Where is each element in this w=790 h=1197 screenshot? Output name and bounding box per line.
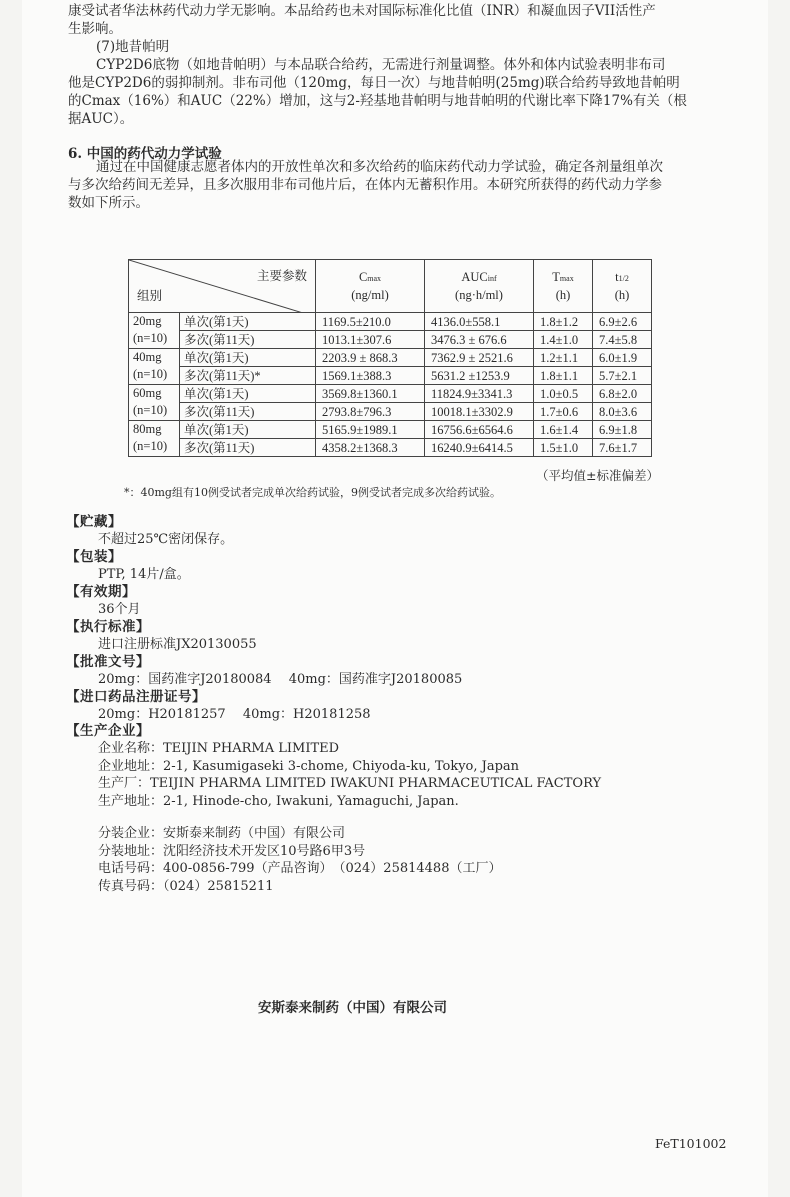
intro-line-1: 康受试者华法林药代动力学无影响。本品给药也未对国际标准化比值（INR）和凝血因子VII活性产 xyxy=(68,3,656,19)
manufacturer-line-1: 企业名称：TEIJIN PHARMA LIMITED xyxy=(98,741,340,756)
table-row xyxy=(129,403,652,421)
group-cell: 40mg (n=10) xyxy=(129,349,180,385)
table-row xyxy=(129,331,652,349)
header-main-params: 主要参数 xyxy=(256,269,307,283)
tmax-cell: 1.8±1.2 xyxy=(534,313,593,331)
manufacturer-line-4: 生产地址：2-1, Hinode-cho, Iwakuni, Yamaguchi, Japan. xyxy=(98,794,459,809)
thalf-cell: 6.9±1.8 xyxy=(593,421,652,439)
desipramine-line-1: CYP2D6底物（如地昔帕明）与本品联合给药，无需进行剂量调整。体外和体内试验表明非布司 xyxy=(96,57,666,73)
section-6-line-1: 通过在中国健康志愿者体内的开放性单次和多次给药的临床药代动力学试验，确定各剂量组单次 xyxy=(96,159,663,175)
packager-line-3: 电话号码：400-0856-799（产品咨询） （024）25814488（工厂） xyxy=(98,861,502,876)
auc-cell: 16240.9±6414.5 xyxy=(425,439,534,457)
pk-table-header xyxy=(129,260,652,313)
group-cell: 80mg (n=10) xyxy=(129,421,180,457)
regimen-cell: 多次(第11天)* xyxy=(180,367,316,385)
thalf-cell: 7.4±5.8 xyxy=(593,331,652,349)
auc-cell: 10018.1±3302.9 xyxy=(425,403,534,421)
thalf-cell: 6.0±1.9 xyxy=(593,349,652,367)
manufacturer-label: 【生产企业】 xyxy=(66,723,150,739)
expiry-label: 【有效期】 xyxy=(66,584,136,600)
pk-table xyxy=(128,259,652,457)
table-row xyxy=(129,313,652,331)
thalf-cell: 6.8±2.0 xyxy=(593,385,652,403)
table-note: （平均值±标准偏差） xyxy=(536,468,659,483)
section-6-line-3: 数如下所示。 xyxy=(68,195,149,211)
import-reg-value: 20mg：H20181257 40mg：H20181258 xyxy=(98,707,371,722)
tmax-cell: 1.2±1.1 xyxy=(534,349,593,367)
packager-line-4: 传真号码：（024）25815211 xyxy=(98,879,274,894)
cmax-cell: 1013.1±307.6 xyxy=(316,331,425,349)
package-value: PTP, 14片/盒。 xyxy=(98,567,190,582)
table-footnote: *：40mg组有10例受试者完成单次给药试验，9例受试者完成多次给药试验。 xyxy=(124,486,501,499)
thalf-cell: 6.9±2.6 xyxy=(593,313,652,331)
auc-cell: 5631.2 ±1253.9 xyxy=(425,367,534,385)
desipramine-line-4: 据AUC）。 xyxy=(68,111,134,127)
group-cell: 20mg (n=10) xyxy=(129,313,180,349)
cmax-cell: 5165.9±1989.1 xyxy=(316,421,425,439)
regimen-cell: 多次(第11天) xyxy=(180,403,316,421)
group-cell: 60mg (n=10) xyxy=(129,385,180,421)
desipramine-line-2: 他是CYP2D6的弱抑制剂。非布司他（120mg，每日一次）与地昔帕明(25mg)联合给药导致地昔帕明 xyxy=(68,75,680,91)
auc-cell: 16756.6±6564.6 xyxy=(425,421,534,439)
header-thalf: t1/2 (h) xyxy=(593,260,652,313)
tmax-cell: 1.8±1.1 xyxy=(534,367,593,385)
tmax-cell: 1.0±0.5 xyxy=(534,385,593,403)
auc-cell: 3476.3 ± 676.6 xyxy=(425,331,534,349)
approval-value: 20mg：国药准字J20180084 40mg：国药准字J20180085 xyxy=(98,672,463,687)
section-6-heading: 6. 中国的药代动力学试验 xyxy=(68,146,222,162)
table-row xyxy=(129,421,652,439)
regimen-cell: 单次(第1天) xyxy=(180,421,316,439)
packager-line-2: 分装地址：沈阳经济技术开发区10号路6甲3号 xyxy=(98,844,366,859)
company-footer: 安斯泰来制药（中国）有限公司 xyxy=(258,1000,447,1016)
header-cmax: Cmax (ng/ml) xyxy=(316,260,425,313)
import-reg-label: 【进口药品注册证号】 xyxy=(66,689,206,705)
header-group: 组别 xyxy=(137,289,163,303)
tmax-cell: 1.6±1.4 xyxy=(534,421,593,439)
expiry-value: 36个月 xyxy=(98,602,141,617)
cmax-cell: 1569.1±388.3 xyxy=(316,367,425,385)
regimen-cell: 单次(第1天) xyxy=(180,349,316,367)
storage-label: 【贮藏】 xyxy=(66,514,122,530)
thalf-cell: 7.6±1.7 xyxy=(593,439,652,457)
header-diagonal-cell xyxy=(129,260,316,313)
regimen-cell: 单次(第1天) xyxy=(180,385,316,403)
manufacturer-line-3: 生产厂：TEIJIN PHARMA LIMITED IWAKUNI PHARMACEUTICAL FACTORY xyxy=(98,776,602,791)
section-6-line-2: 与多次给药间无差异，且多次服用非布司他片后，在体内无蓄积作用。本研究所获得的药代动力学参 xyxy=(68,177,662,193)
desipramine-line-3: 的Cmax（16%）和AUC（22%）增加，这与2-羟基地昔帕明与地昔帕明的代谢比率下降17%有关（根 xyxy=(68,93,687,109)
table-row xyxy=(129,385,652,403)
packager-line-1: 分装企业：安斯泰来制药（中国）有限公司 xyxy=(98,826,346,841)
storage-value: 不超过25℃密闭保存。 xyxy=(98,532,234,547)
thalf-cell: 8.0±3.6 xyxy=(593,403,652,421)
header-auc: AUCinf (ng·h/ml) xyxy=(425,260,534,313)
desipramine-heading: (7)地昔帕明 xyxy=(96,39,170,55)
intro-line-2: 生影响。 xyxy=(68,21,122,37)
table-row xyxy=(129,349,652,367)
auc-cell: 11824.9±3341.3 xyxy=(425,385,534,403)
cmax-cell: 2203.9 ± 868.3 xyxy=(316,349,425,367)
tmax-cell: 1.5±1.0 xyxy=(534,439,593,457)
tmax-cell: 1.4±1.0 xyxy=(534,331,593,349)
table-row xyxy=(129,439,652,457)
standard-value: 进口注册标准JX20130055 xyxy=(98,637,257,652)
auc-cell: 4136.0±558.1 xyxy=(425,313,534,331)
cmax-cell: 3569.8±1360.1 xyxy=(316,385,425,403)
standard-label: 【执行标准】 xyxy=(66,619,150,635)
approval-label: 【批准文号】 xyxy=(66,654,150,670)
document-code: FeT101002 xyxy=(655,1136,727,1151)
thalf-cell: 5.7±2.1 xyxy=(593,367,652,385)
package-label: 【包装】 xyxy=(66,549,122,565)
header-tmax: Tmax (h) xyxy=(534,260,593,313)
regimen-cell: 多次(第11天) xyxy=(180,331,316,349)
cmax-cell: 1169.5±210.0 xyxy=(316,313,425,331)
table-row xyxy=(129,367,652,385)
cmax-cell: 2793.8±796.3 xyxy=(316,403,425,421)
auc-cell: 7362.9 ± 2521.6 xyxy=(425,349,534,367)
tmax-cell: 1.7±0.6 xyxy=(534,403,593,421)
cmax-cell: 4358.2±1368.3 xyxy=(316,439,425,457)
regimen-cell: 多次(第11天) xyxy=(180,439,316,457)
regimen-cell: 单次(第1天) xyxy=(180,313,316,331)
manufacturer-line-2: 企业地址：2-1, Kasumigaseki 3-chome, Chiyoda-ku, Tokyo, Japan xyxy=(98,759,520,774)
